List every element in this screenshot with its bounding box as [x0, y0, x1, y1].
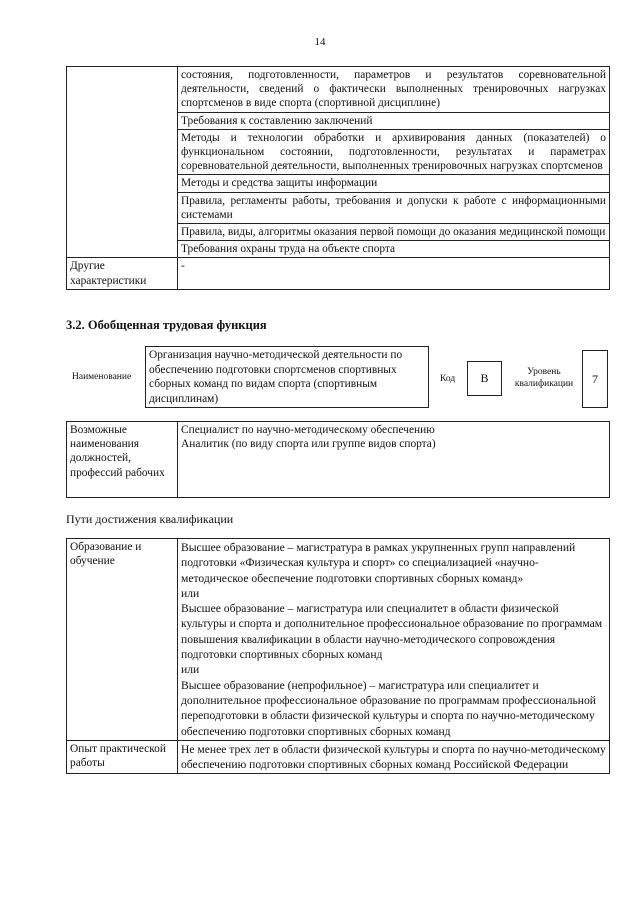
possible-titles-table: [66, 421, 610, 498]
knowledge-label-cell: [67, 67, 178, 258]
table-row: [67, 67, 610, 113]
qualification-table: [66, 538, 610, 774]
experience-label: Опыт практической работы: [67, 740, 178, 774]
education-label: Образование и обучение: [67, 539, 178, 741]
table-row: [67, 422, 610, 498]
experience-value: Не менее трех лет в области физической культуры и спорта по научно-методическому обеспечению подготовки спортивных сборных команд Российской Федерации: [178, 740, 610, 774]
knowledge-item: Методы и технологии обработки и архивирования данных (показателей) о функциональном состоянии, подготовленности, результатах и параметрах соревновательной деятельности, выполненных тренировочных нагрузках спортсменов: [178, 129, 610, 175]
qualification-heading: Пути достижения квалификации: [66, 512, 234, 526]
possible-title: Аналитик (по виду спорта или группе видов спорта): [181, 438, 436, 451]
education-value: [178, 539, 610, 741]
knowledge-table: [66, 66, 610, 290]
education-paragraph: или: [181, 663, 200, 677]
possible-title: Специалист по научно-методическому обеспечению: [181, 424, 435, 436]
name-label: Наименование: [72, 372, 132, 382]
knowledge-item: Требования к составлению заключений: [178, 112, 610, 129]
possible-titles-values: [178, 422, 610, 498]
other-characteristics-value: -: [178, 258, 610, 289]
code-value-box: B: [467, 361, 502, 396]
level-value-box: 7: [582, 350, 608, 408]
level-label: Уровень квалификации: [514, 367, 574, 389]
education-paragraph: Высшее образование (непрофильное) – магистратура или специалитет и дополнительное профессиональное образование по программам профессиональной переподготовки в области физической культуры и спорта по научно-методическому обеспечению подготовки спортивных сборных команд: [181, 678, 596, 738]
section-heading: 3.2. Обобщенная трудовая функция: [66, 318, 267, 332]
table-row: [67, 258, 610, 289]
table-row: [67, 539, 610, 741]
knowledge-item: Требования охраны труда на объекте спорта: [178, 241, 610, 258]
possible-titles-label: Возможные наименования должностей, профессий рабочих: [67, 422, 178, 498]
education-paragraph: или: [181, 586, 200, 600]
page-number: 14: [314, 36, 326, 48]
education-paragraph: Высшее образование – магистратура в рамках укрупненных групп направлений подготовки «Физическая культура и спорт» со специализацией «научно-методическое обеспечение подготовки спортивных сборных команд»: [181, 541, 576, 585]
knowledge-item: Методы и средства защиты информации: [178, 175, 610, 192]
other-characteristics-label: Другие характеристики: [67, 258, 178, 289]
education-paragraph: Высшее образование – магистратура или специалитет в области физической культуры и спорта и дополнительное профессиональное образование по программам повышения квалификации в области научно-методического сопровождения подготовки спортивных сборных команд: [181, 602, 603, 662]
function-name-box: Организация научно-методической деятельности по обеспечению подготовки спортсменов спортивных сборных команд по видам спорта (спортивным дисциплинам): [145, 346, 429, 408]
knowledge-item: Правила, регламенты работы, требования и допуски к работе с информационными системами: [178, 192, 610, 223]
table-row: [67, 740, 610, 774]
code-label: Код: [440, 374, 456, 384]
knowledge-item: состояния, подготовленности, параметров и результатов соревновательной деятельности, сведений о фактически выполненных тренировочных нагрузках спортсменов в виде спорта (спортивной дисциплине): [178, 67, 610, 113]
knowledge-item: Правила, виды, алгоритмы оказания первой помощи до оказания медицинской помощи: [178, 224, 610, 241]
